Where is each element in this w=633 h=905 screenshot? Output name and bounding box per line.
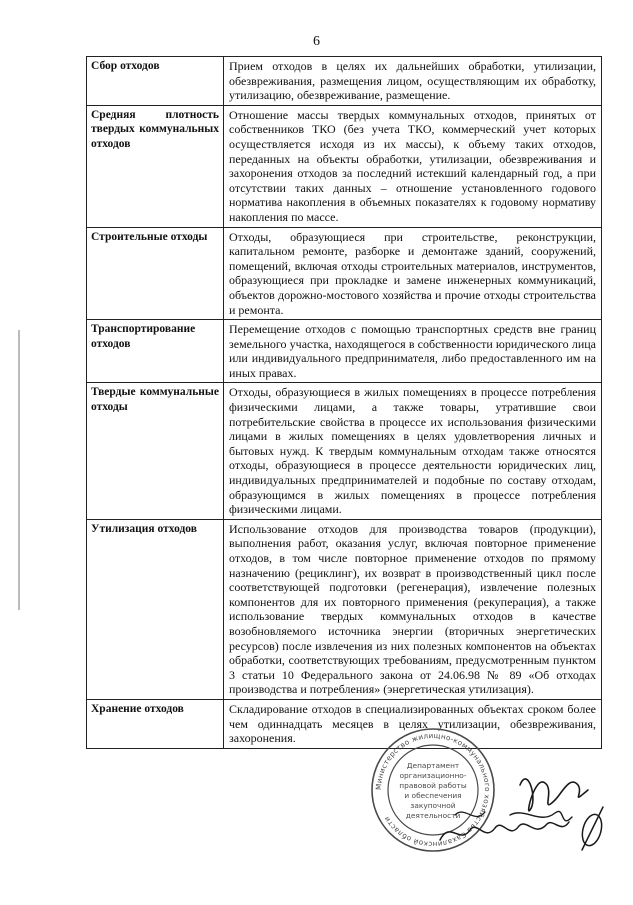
handwritten-date: [435, 800, 575, 860]
terms-table: [86, 56, 602, 749]
term-cell: Сбор отходов: [87, 57, 224, 105]
stamp-line: организационно-: [399, 771, 467, 780]
stamp-line: Департамент: [406, 761, 460, 770]
definition-cell: Использование отходов для производства товаров (продукции), выполнения работ, оказания услуг, включая повторное применение отходов, в том числе повторное применение отходов по прямому назначению (рециклинг), их возврат в производственный цикл после соответствующей подготовки (регенерация), извлечение полезных компонентов для их повторного применения (рекуперация), а также использование твердых коммунальных отходов в качестве возобновляемого источника энергии (вторичных энергетических ресурсов) после извлечения из них полезных компонентов на объектах обработки, соответствующих требованиям, предусмотренным пунктом 3 статьи 10 Федерального закона от 24.06.98 № 89 «Об отходах производства и потребления» (энергетическая утилизация).: [229, 521, 596, 697]
table-row: [86, 228, 602, 321]
term-cell: Утилизация отходов: [87, 520, 224, 699]
stamp-line: и обеспечения: [404, 791, 462, 800]
definition-cell: Отходы, образующиеся в жилых помещениях в процессе потребления физическими лицами, а также товары, утратившие свои потребительские свойства в процессе их использования физическими лицами в жилых помещениях в целях удовлетворения личных и бытовых нужд. К твердым коммунальным отходам также относятся отходы, образующиеся в процессе деятельности юридических лиц, индивидуальных предпринимателей и подобные по составу отходам, образующимся в жилых помещениях в процессе потребления физическими лицами.: [229, 385, 596, 517]
term-cell: Транспортирование отходов: [87, 320, 224, 382]
table-row: [86, 700, 602, 749]
stamp-line: правовой работы: [399, 781, 467, 790]
page-number: 6: [313, 34, 320, 49]
term-cell: Строительные отходы: [87, 228, 224, 320]
term-cell: Твердые коммунальные отходы: [87, 383, 224, 518]
definition-cell: Прием отходов в целях их дальнейших обработки, утилизации, обезвреживания, размещения лицом, осуществляющим их обработку, утилизацию, обезвреживание, размещение.: [229, 59, 596, 103]
term-cell: Хранение отходов: [87, 700, 224, 748]
stamp-line: закупочной: [410, 801, 456, 810]
definition-cell: Складирование отходов в специализированных объектах сроком более чем одиннадцать месяцев в целях утилизации, обезвреживания, захоронения.: [229, 701, 596, 746]
stamp-line: деятельности: [405, 811, 461, 820]
table-row: [86, 106, 602, 228]
table-row: [86, 320, 602, 383]
definition-cell: Перемещение отходов с помощью транспортных средств вне границ земельного участка, находящегося в собственности юридического лица или индивидуального предпринимателя, либо предоставленного им на иных правах.: [229, 322, 596, 380]
scan-margin-mark: [18, 330, 20, 610]
definition-cell: Отношение массы твердых коммунальных отходов, принятых от собственников ТКО (без учета ТКО, коммерческий учет которых осуществляется исходя из их массы), к объему таких отходов, переданных на объекты обработки, утилизации, обезвреживания и захоронения отходов за последний истекший календарный год, а при отсутствии таких данных – отношение установленного годового норматива накопления в объемных показателях к годовому нормативу накопления по массе.: [229, 107, 596, 224]
table-row: [86, 56, 602, 106]
stamp-ring-text: Министерство жилищно-коммунального хозяйства Сахалинской области: [373, 730, 493, 850]
table-row: [86, 520, 602, 700]
table-row: [86, 383, 602, 519]
definition-cell: Отходы, образующиеся при строительстве, реконструкции, капитальном ремонте, разборке и демонтаже зданий, сооружений, помещений, включая отходы строительных материалов, инструментов, образующиеся при прокладке и замене инженерных коммуникаций, объектов дорожно-мостового хозяйства и прочие отходы строительства и ремонта.: [229, 229, 596, 317]
term-cell: Средняя плотность твердых коммунальных отходов: [87, 106, 224, 227]
